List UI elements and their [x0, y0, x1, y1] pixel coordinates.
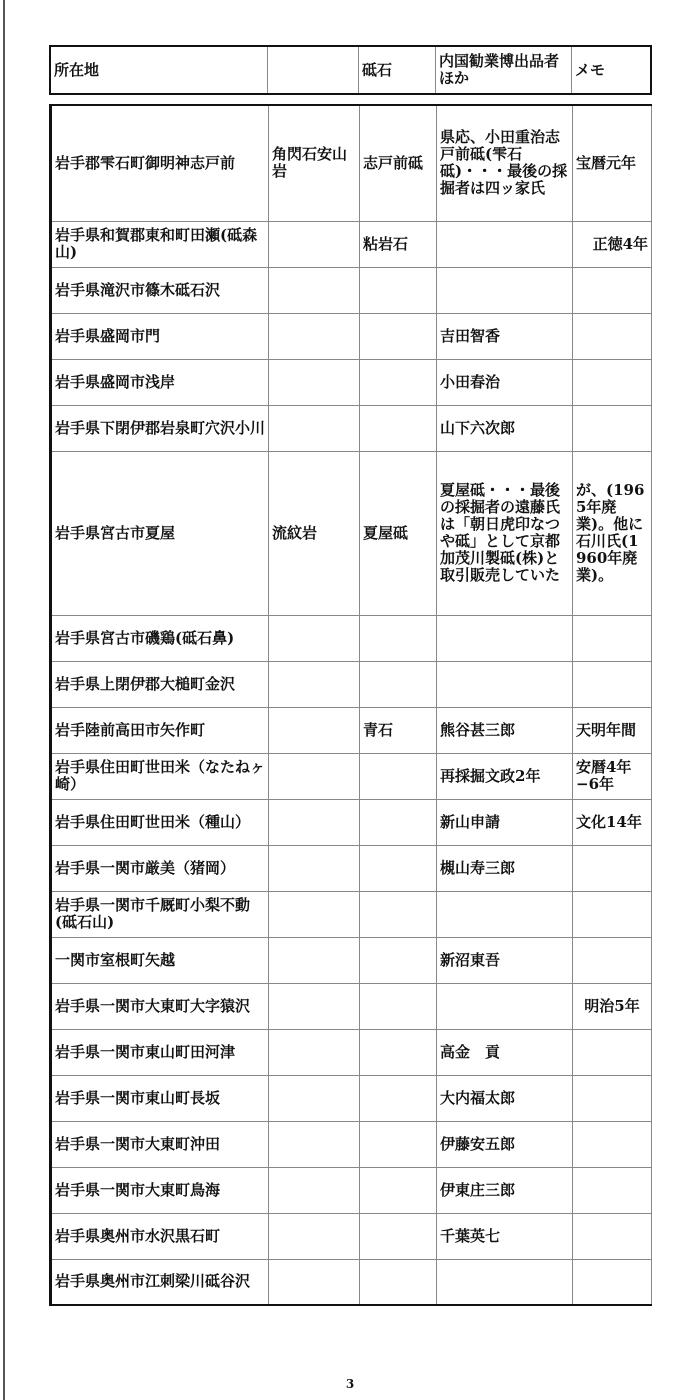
rock-type-cell [269, 661, 360, 707]
rock-type-cell [269, 1213, 360, 1259]
table-row [51, 451, 652, 615]
rock-type-cell [269, 267, 360, 313]
whetstone-cell: 青石 [360, 707, 437, 753]
table-row [51, 707, 652, 753]
exhibitor-cell: 県応、小田重治志戸前砥(雫石砥)・・・最後の採掘者は四ッ家氏 [437, 105, 573, 221]
location-cell: 岩手県滝沢市篠木砥石沢 [51, 267, 269, 313]
rock-type-cell: 流紋岩 [269, 451, 360, 615]
memo-cell [573, 1121, 652, 1167]
exhibitor-cell: 千葉英七 [437, 1213, 573, 1259]
table-row [51, 983, 652, 1029]
whetstone-cell: 粘岩石 [360, 221, 437, 267]
location-cell: 岩手県奥州市江刺梁川砥谷沢 [51, 1259, 269, 1305]
location-cell: 岩手郡雫石町御明神志戸前 [51, 105, 269, 221]
rock-type-cell [269, 983, 360, 1029]
location-cell: 岩手県住田町世田米（なたねヶ崎） [51, 753, 269, 799]
memo-cell [573, 1167, 652, 1213]
whetstone-cell [360, 1075, 437, 1121]
table-row [51, 1075, 652, 1121]
memo-cell [573, 615, 652, 661]
memo-cell [573, 1213, 652, 1259]
whetstone-cell [360, 359, 437, 405]
exhibitor-cell: 伊藤安五郎 [437, 1121, 573, 1167]
exhibitor-cell: 夏屋砥・・・最後の採掘者の遠藤氏は「朝日虎印なつや砥」として京都加茂川製砥(株)と取引販売していた [437, 451, 573, 615]
table-row [51, 661, 652, 707]
location-cell: 岩手県一関市東山町長坂 [51, 1075, 269, 1121]
memo-cell [573, 359, 652, 405]
memo-cell [573, 267, 652, 313]
whetstone-cell [360, 313, 437, 359]
exhibitor-cell: 新沼東吾 [437, 937, 573, 983]
whetstone-cell [360, 1213, 437, 1259]
exhibitor-cell [437, 615, 573, 661]
rock-type-cell [269, 405, 360, 451]
memo-cell [573, 937, 652, 983]
whetstone-cell [360, 891, 437, 937]
exhibitor-cell [437, 1259, 573, 1305]
rock-type-cell [269, 753, 360, 799]
table-row [51, 753, 652, 799]
whetstone-cell [360, 799, 437, 845]
location-cell: 岩手県一関市東山町田河津 [51, 1029, 269, 1075]
rock-type-cell [269, 359, 360, 405]
memo-cell [573, 1029, 652, 1075]
whetstone-cell [360, 1121, 437, 1167]
memo-cell: 正徳4年 [573, 221, 652, 267]
header-memo: メモ [572, 46, 652, 94]
table-row [51, 1259, 652, 1305]
rock-type-cell [269, 1121, 360, 1167]
location-cell: 岩手県上閉伊郡大槌町金沢 [51, 661, 269, 707]
exhibitor-cell: 大内福太郎 [437, 1075, 573, 1121]
whetstone-cell [360, 1259, 437, 1305]
location-cell: 岩手県宮古市磯鶏(砥石鼻) [51, 615, 269, 661]
memo-cell: 宝暦元年 [573, 105, 652, 221]
rock-type-cell [269, 799, 360, 845]
whetstone-table [49, 104, 652, 1306]
rock-type-cell: 角閃石安山岩 [269, 105, 360, 221]
exhibitor-cell: 山下六次郎 [437, 405, 573, 451]
table-row [51, 105, 652, 221]
exhibitor-cell [437, 267, 573, 313]
rock-type-cell [269, 845, 360, 891]
table-row [51, 1167, 652, 1213]
exhibitor-cell: 熊谷甚三郎 [437, 707, 573, 753]
exhibitor-cell: 槻山寿三郎 [437, 845, 573, 891]
rock-type-cell [269, 615, 360, 661]
whetstone-cell [360, 983, 437, 1029]
location-cell: 岩手陸前高田市矢作町 [51, 707, 269, 753]
exhibitor-cell [437, 891, 573, 937]
table-row [51, 1029, 652, 1075]
location-cell: 岩手県一関市千厩町小梨不動(砥石山) [51, 891, 269, 937]
memo-cell: 文化14年 [573, 799, 652, 845]
location-cell: 岩手県一関市大東町沖田 [51, 1121, 269, 1167]
memo-cell [573, 661, 652, 707]
rock-type-cell [269, 313, 360, 359]
left-margin-rule [3, 0, 5, 1400]
table-row [51, 221, 652, 267]
whetstone-cell [360, 405, 437, 451]
whetstone-cell: 夏屋砥 [360, 451, 437, 615]
memo-cell [573, 1259, 652, 1305]
rock-type-cell [269, 937, 360, 983]
exhibitor-cell: 再採掘文政2年 [437, 753, 573, 799]
table-row [51, 1213, 652, 1259]
memo-cell: 天明年間 [573, 707, 652, 753]
table-row [51, 799, 652, 845]
exhibitor-cell [437, 661, 573, 707]
memo-cell [573, 313, 652, 359]
whetstone-cell [360, 615, 437, 661]
location-cell: 岩手県一関市厳美（猪岡） [51, 845, 269, 891]
location-cell: 岩手県宮古市夏屋 [51, 451, 269, 615]
rock-type-cell [269, 707, 360, 753]
table-row [51, 937, 652, 983]
rock-type-cell [269, 891, 360, 937]
table-row [51, 615, 652, 661]
table-row [51, 313, 652, 359]
memo-cell: 明治5年 [573, 983, 652, 1029]
header-whetstone: 砥石 [359, 46, 436, 94]
memo-cell [573, 1075, 652, 1121]
whetstone-cell [360, 845, 437, 891]
whetstone-cell [360, 753, 437, 799]
header-rock-type [268, 46, 359, 94]
whetstone-cell [360, 267, 437, 313]
table-row [51, 405, 652, 451]
exhibitor-cell: 新山申請 [437, 799, 573, 845]
memo-cell [573, 405, 652, 451]
whetstone-cell [360, 1167, 437, 1213]
rock-type-cell [269, 1029, 360, 1075]
page-number: 3 [345, 1377, 355, 1391]
table-row [51, 359, 652, 405]
memo-cell [573, 845, 652, 891]
table-row [51, 1121, 652, 1167]
location-cell: 岩手県一関市大東町鳥海 [51, 1167, 269, 1213]
memo-cell: が、(1965年廃業)。他に石川氏(1960年廃業)。 [573, 451, 652, 615]
whetstone-cell [360, 937, 437, 983]
exhibitor-cell [437, 983, 573, 1029]
whetstone-cell [360, 661, 437, 707]
exhibitor-cell: 高金 貢 [437, 1029, 573, 1075]
exhibitor-cell: 小田春治 [437, 359, 573, 405]
exhibitor-cell: 吉田智香 [437, 313, 573, 359]
rock-type-cell [269, 1259, 360, 1305]
header-location: 所在地 [50, 46, 268, 94]
location-cell: 岩手県奥州市水沢黒石町 [51, 1213, 269, 1259]
location-cell: 岩手県盛岡市浅岸 [51, 359, 269, 405]
table-row [51, 891, 652, 937]
location-cell: 岩手県住田町世田米（種山） [51, 799, 269, 845]
rock-type-cell [269, 1167, 360, 1213]
memo-cell [573, 891, 652, 937]
location-cell: 一関市室根町矢越 [51, 937, 269, 983]
table-row [51, 845, 652, 891]
exhibitor-cell: 伊東庄三郎 [437, 1167, 573, 1213]
location-cell: 岩手県和賀郡東和町田瀬(砥森山) [51, 221, 269, 267]
location-cell: 岩手県下閉伊郡岩泉町穴沢小川 [51, 405, 269, 451]
whetstone-cell: 志戸前砥 [360, 105, 437, 221]
rock-type-cell [269, 221, 360, 267]
header-table [49, 45, 652, 95]
location-cell: 岩手県一関市大東町大字猿沢 [51, 983, 269, 1029]
whetstone-cell [360, 1029, 437, 1075]
header-row [50, 46, 651, 94]
memo-cell: 安暦4年−6年 [573, 753, 652, 799]
rock-type-cell [269, 1075, 360, 1121]
exhibitor-cell [437, 221, 573, 267]
location-cell: 岩手県盛岡市門 [51, 313, 269, 359]
header-exhibitor: 内国勧業博出品者ほか [436, 46, 572, 94]
table-row [51, 267, 652, 313]
